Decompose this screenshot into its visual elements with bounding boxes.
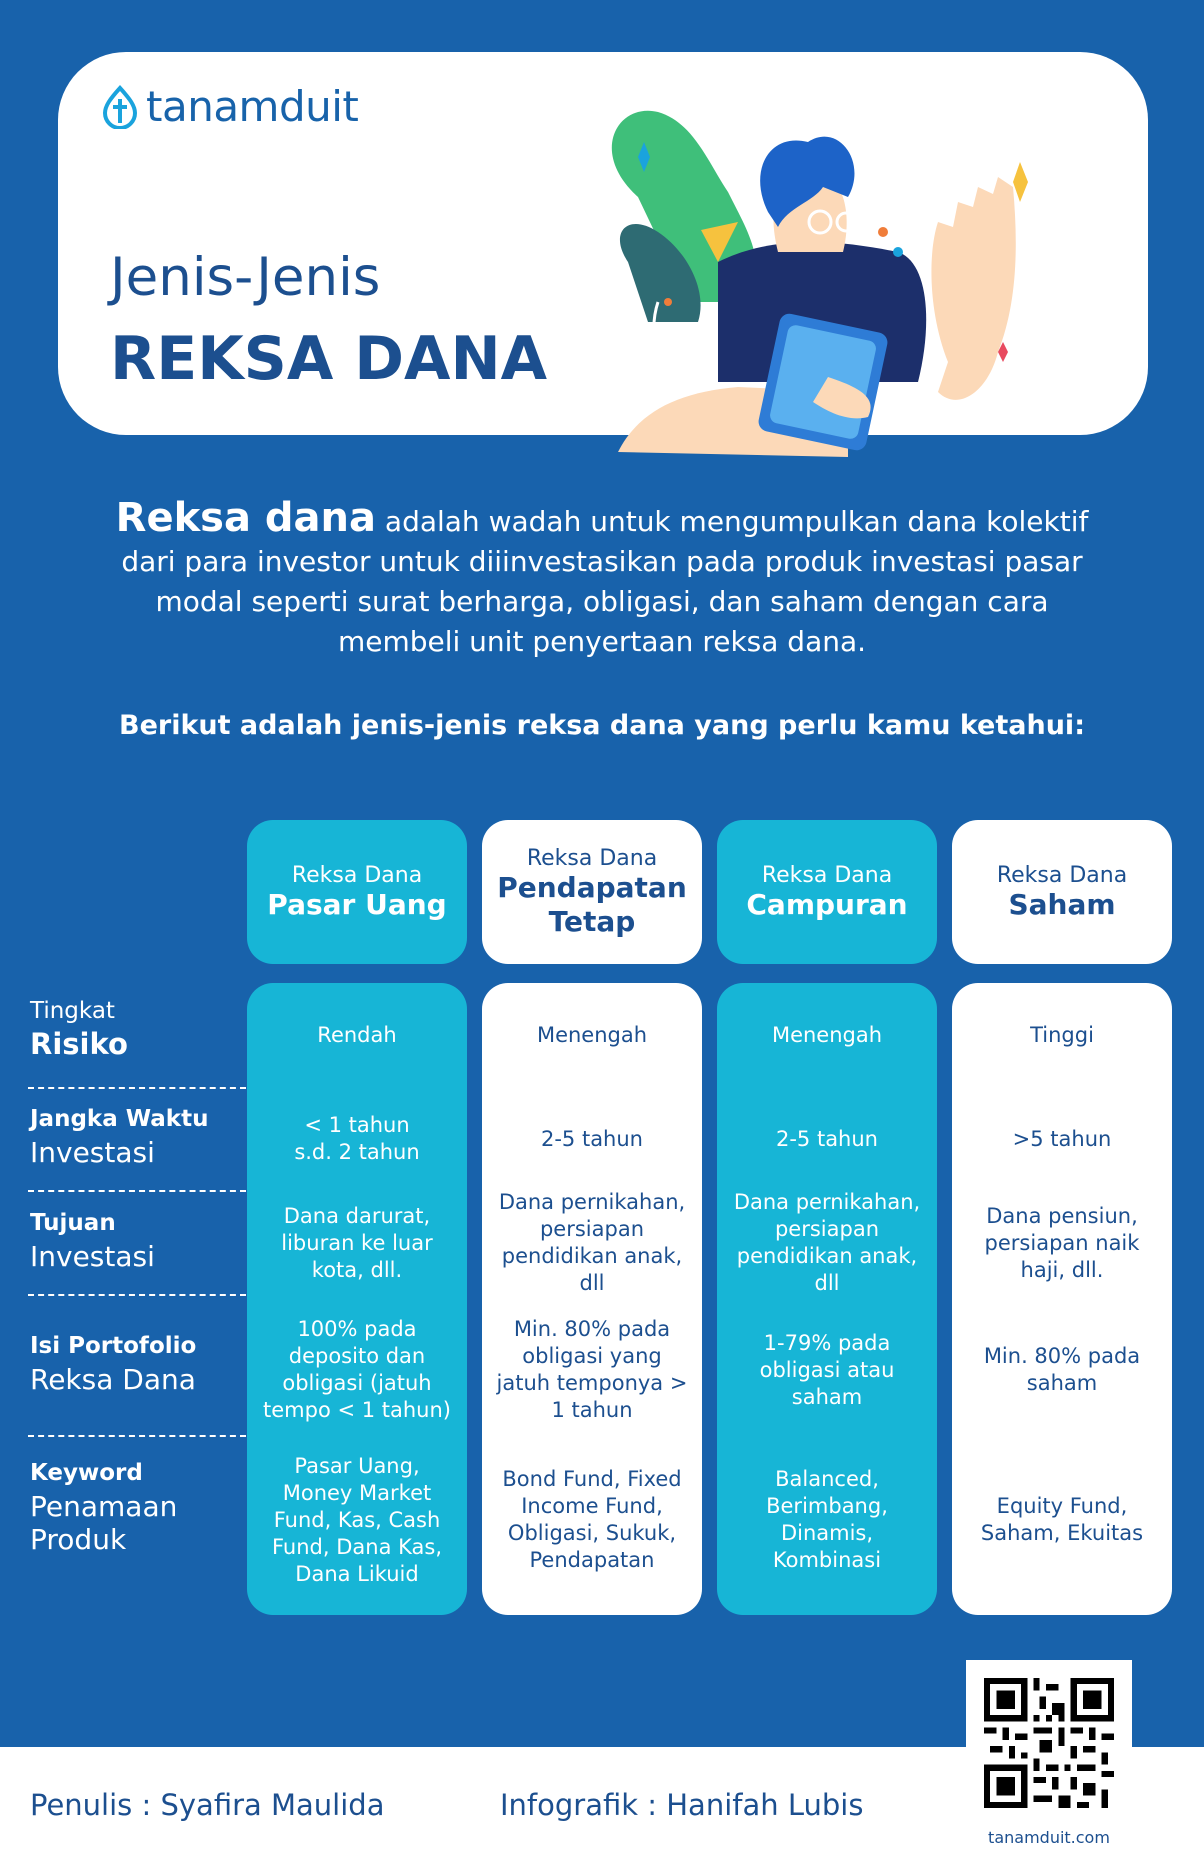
row-label-line: Penamaan [30,1490,178,1523]
row-label-line: Keyword [30,1460,143,1486]
row-divider [28,1087,246,1089]
row-label-line: Reksa Dana [30,1363,196,1396]
cell-keyword: Balanced, Berimbang, Dinamis, Kombinasi [766,1467,888,1572]
cell-duration: 2-5 tahun [540,1126,643,1151]
row-label-line: Produk [30,1523,127,1556]
column-header-saham [952,820,1172,964]
column-header-title: Pasar Uang [267,887,447,921]
column-header-pasar-uang [247,820,467,964]
row-label-line: Isi Portofolio [30,1333,197,1359]
qr-code-icon[interactable] [984,1678,1114,1808]
row-label-risk [30,995,250,1061]
column-body-campuran [717,983,937,1615]
cell-portfolio: Min. 80% pada obligasi yang jatuh temponya > 1 tahun [496,1317,688,1422]
row-divider [28,1190,246,1192]
brand-logo[interactable] [100,82,358,131]
intro-paragraph [60,495,1144,662]
qr-code-box[interactable] [966,1660,1132,1870]
website-url[interactable]: tanamduit.com [988,1828,1110,1847]
row-label-line: Jangka Waktu [30,1106,209,1132]
cell-purpose: Dana pernikahan, persiapan pendidikan anak, dll [733,1190,921,1295]
hero-banner [58,52,1148,435]
column-header-title: Pendapatan Tetap [497,870,687,938]
intro-line3: modal seperti surat berharga, obligasi, dan saham dengan cara [155,585,1049,618]
cell-keyword: Pasar Uang, Money Market Fund, Kas, Cash Fund, Dana Kas, Dana Likuid [271,1453,442,1586]
brand-name: tanamduit [146,82,359,131]
cell-keyword: Bond Fund, Fixed Income Fund, Obligasi, Sukuk, Pendapatan [502,1467,682,1572]
intro-lead: Reksa dana [115,495,376,541]
cell-risk: Menengah [536,1022,648,1047]
sprout-logo-icon [100,85,140,129]
row-label-purpose [30,1207,250,1273]
column-header-small: Reksa Dana [291,862,423,888]
cell-portfolio: 100% pada deposito dan obligasi (jatuh tempo < 1 tahun) [263,1317,451,1422]
designer-credit: Infografik : Hanifah Lubis [500,1788,864,1822]
column-header-title: Campuran [746,887,908,921]
column-header-small: Reksa Dana [526,845,658,871]
column-header-campuran [717,820,937,964]
intro-line1: adalah wadah untuk mengumpulkan dana kolektif [384,505,1089,538]
cell-risk: Tinggi [1030,1022,1094,1047]
column-body-saham [952,983,1172,1615]
cell-purpose: Dana pernikahan, persiapan pendidikan anak, dll [498,1190,686,1295]
column-body-pasar-uang [247,983,467,1615]
cell-risk: Rendah [317,1022,397,1047]
cell-portfolio: Min. 80% pada saham [983,1344,1141,1395]
writer-credit: Penulis : Syafira Maulida [30,1788,385,1822]
row-label-keyword [30,1457,250,1556]
row-label-line: Investasi [30,1136,155,1169]
row-label-duration [30,1103,250,1169]
row-divider [28,1435,246,1437]
cell-purpose: Dana darurat, liburan ke luar kota, dll. [281,1203,433,1282]
cell-purpose: Dana pensiun, persiapan naik haji, dll. [984,1203,1140,1282]
cell-keyword: Equity Fund, Saham, Ekuitas [980,1494,1144,1545]
hero-title-line2: REKSA DANA [110,324,548,394]
row-divider [28,1294,246,1296]
cell-risk: Menengah [771,1022,883,1047]
waving-man-illustration [598,102,1158,472]
column-header-pendapatan-tetap [482,820,702,964]
hero-title-line1: Jenis-Jenis [110,247,381,308]
row-label-portfolio [30,1330,250,1396]
cell-duration: >5 tahun [1012,1126,1112,1151]
row-label-line: Tujuan [30,1210,116,1236]
intro-line2: dari para investor untuk diiinvestasikan pada produk investasi pasar [121,545,1083,578]
column-header-small: Reksa Dana [996,862,1128,888]
cell-duration: 2-5 tahun [775,1126,878,1151]
cell-portfolio: 1-79% pada obligasi atau saham [759,1330,895,1409]
section-subtitle: Berikut adalah jenis-jenis reksa dana yang perlu kamu ketahui: [118,710,1085,741]
intro-line4: membeli unit penyertaan reksa dana. [337,625,867,658]
column-body-pendapatan-tetap [482,983,702,1615]
column-header-small: Reksa Dana [761,862,893,888]
row-label-line: Investasi [30,1240,155,1273]
cell-duration: < 1 tahun s.d. 2 tahun [294,1113,420,1164]
column-header-title: Saham [1008,887,1116,921]
row-label-line: Risiko [30,1027,128,1061]
row-label-line: Tingkat [30,998,115,1024]
